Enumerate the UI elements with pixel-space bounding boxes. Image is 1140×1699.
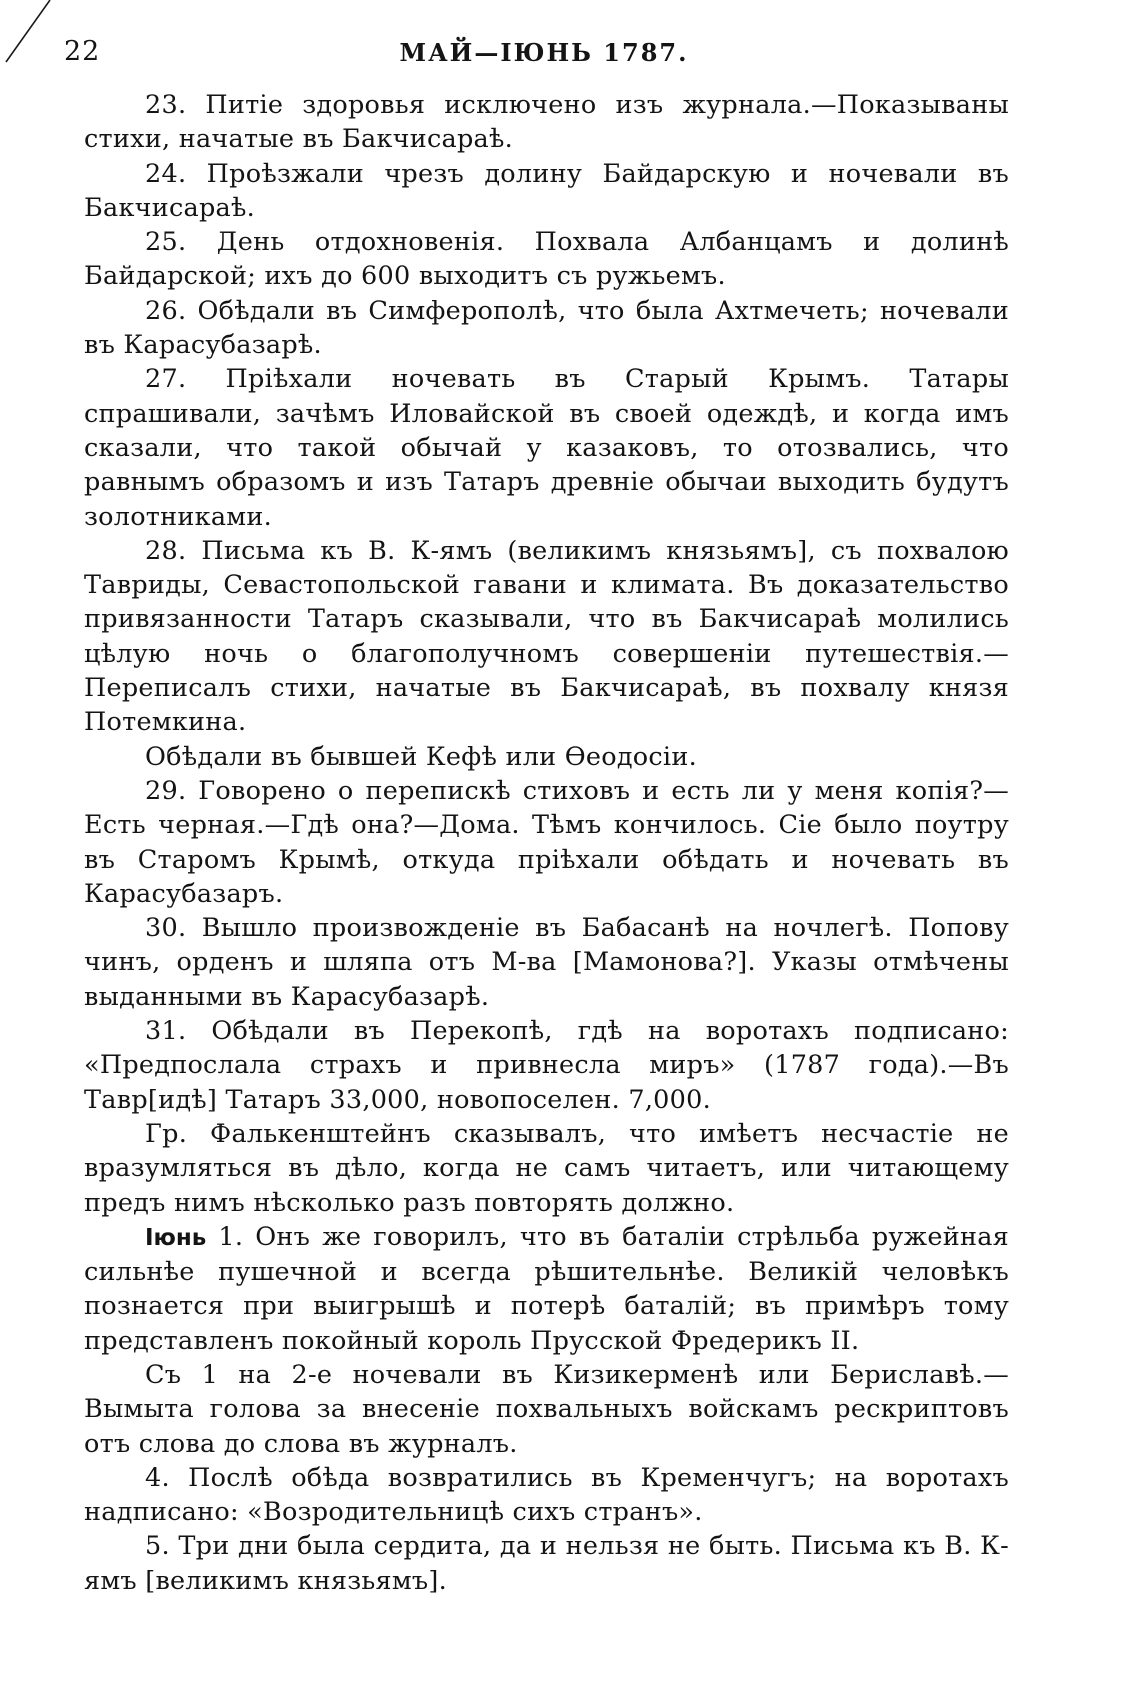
paragraph-28: 28. Письма къ В. К-ямъ (великимъ князьямъ], съ похвалою Тавриды, Севастопольской гавани и климата. Въ доказательство привязанности Татаръ сказывали, что въ Бакчисараѣ молились цѣлую ночь о благополучномъ совершеніи путешествія.—Переписалъ стихи, начатые въ Бакчисараѣ, въ похвалу князя Потемкина. [84, 535, 1009, 738]
paragraph-26: 26. Обѣдали въ Симферополѣ, что была Ахтмечеть; ночевали въ Карасубазарѣ. [84, 295, 1009, 361]
paragraph-june-4: 4. Послѣ обѣда возвратились въ Кременчугъ; на воротахъ надписано: «Возродительницѣ сихъ странъ». [84, 1462, 1009, 1528]
paragraph-30: 30. Вышло произвожденіе въ Бабасанѣ на ночлегѣ. Попову чинъ, орденъ и шляпа отъ М-ва [Мамонова?]. Указы отмѣчены выданными въ Карасубазарѣ. [84, 913, 1009, 1012]
paragraph-june-1 [84, 1220, 1009, 1358]
june-label: Іюнь [145, 1224, 207, 1251]
paragraph-kefe: Обѣдали въ бывшей Кефѣ или Ѳеодосіи. [145, 741, 697, 772]
paragraph-27: 27. Пріѣхали ночевать въ Старый Крымъ. Татары спрашивали, зачѣмъ Иловайской въ своей одеждѣ, и когда имъ сказали, что такой обычай у казаковъ, то отозвались, что равнымъ образомъ и изъ Татаръ древніе обычаи выходить будутъ золотниками. [84, 364, 1009, 532]
paragraph-31: 31. Обѣдали въ Перекопѣ, гдѣ на воротахъ подписано: «Предпослала страхъ и привнесла миръ» (1787 года).—Въ Тавр[идѣ] Татаръ 33,000, новопоселен. 7,000. [84, 1016, 1009, 1115]
paragraph-29: 29. Говорено о перепискѣ стиховъ и есть ли у меня копія?—Есть черная.—Гдѣ она?—Дома. Тѣмъ кончилось. Сіе было поутру въ Старомъ Крымѣ, откуда пріѣхали обѣдать и ночевать въ Карасубазаръ. [84, 775, 1009, 909]
june-1-text: 1. Онъ же говорилъ, что въ баталіи стрѣльба ружейная сильнѣе пушечной и всегда рѣшительнѣе. Великій человѣкъ познается при выигрышѣ и потерѣ баталій; въ примѣръ тому представленъ покойный король Прусской Фредерикъ II. [84, 1221, 1009, 1356]
page-number: 22 [64, 36, 101, 67]
paragraph-25: 25. День отдохновенія. Похвала Албанцамъ и долинѣ Байдарской; ихъ до 600 выходитъ съ ружьемъ. [84, 227, 1009, 292]
running-title: МАЙ—ІЮНЬ 1787. [399, 38, 689, 67]
paragraph-24: 24. Проѣзжали чрезъ долину Байдарскую и ночевали въ Бакчисараѣ. [84, 158, 1009, 223]
paragraph-falkenstein: Гр. Фалькенштейнъ сказывалъ, что имѣетъ несчастіе не вразумляться въ дѣло, когда не самъ читаетъ, или читающему предъ нимъ нѣсколько разъ повторять должно. [84, 1118, 1009, 1218]
body-text [84, 88, 1009, 1598]
page-header [64, 36, 1024, 80]
paragraph-june-2: Съ 1 на 2-е ночевали въ Кизикерменѣ или Бериславѣ.—Вымыта голова за внесеніе похвальныхъ войскамъ рескриптовъ отъ слова до слова въ журналъ. [84, 1359, 1009, 1459]
paragraph-23: 23. Питіе здоровья исключено изъ журнала.—Показываны стихи, начатые въ Бакчисараѣ. [84, 90, 1009, 155]
paragraph-june-5: 5. Три дни была сердита, да и нельзя не быть. Письма къ В. К-ямъ [великимъ князьямъ]. [84, 1531, 1009, 1596]
